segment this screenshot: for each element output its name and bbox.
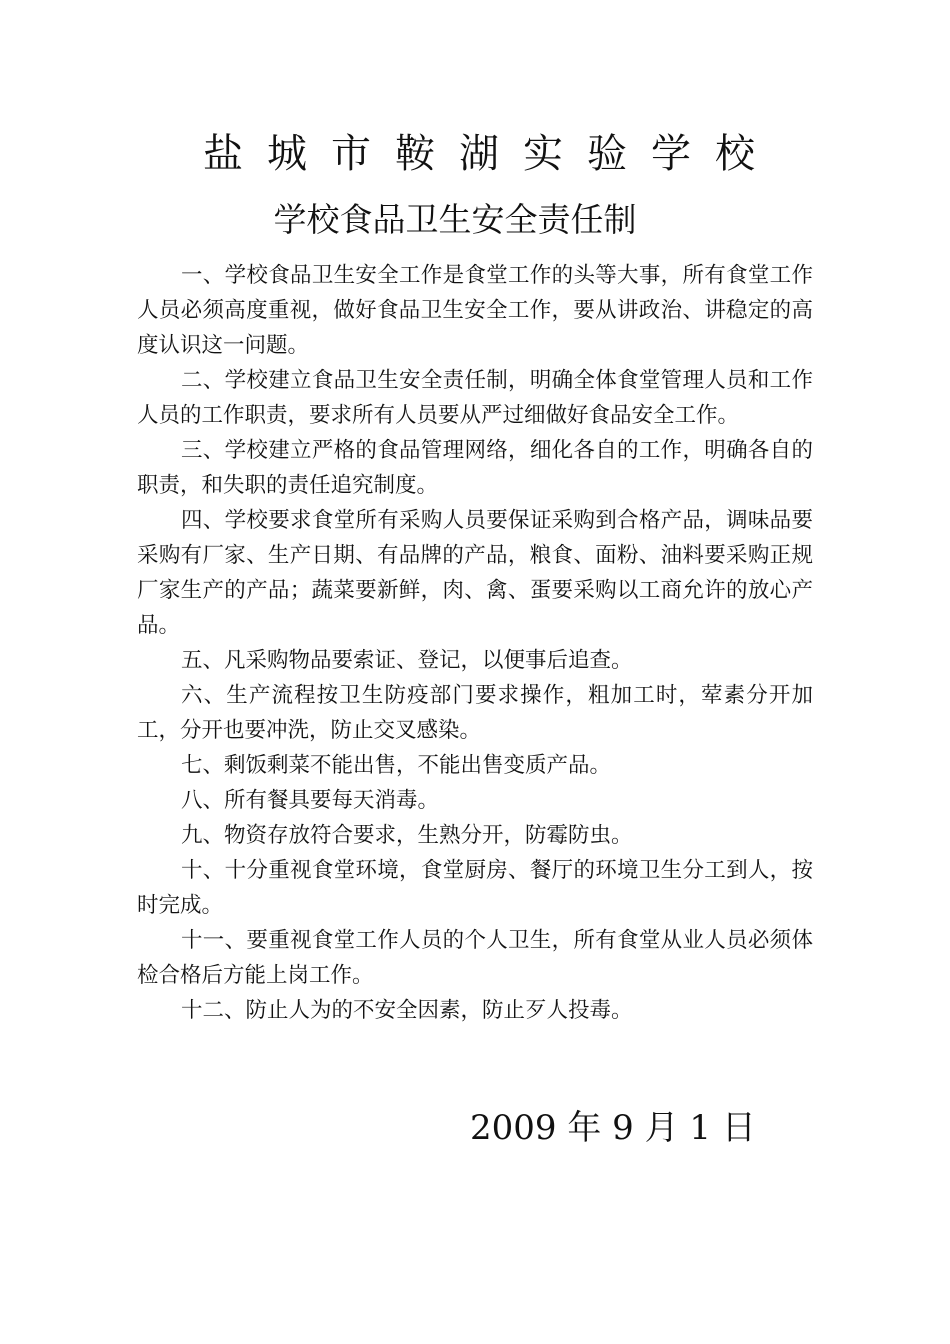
clause-10: 十、十分重视食堂环境，食堂厨房、餐厅的环境卫生分工到人，按时完成。 [137, 858, 813, 918]
clause-11: 十一、要重视食堂工作人员的个人卫生，所有食堂从业人员必须体检合格后方能上岗工作。 [137, 928, 813, 988]
clause-9: 九、物资存放符合要求，生熟分开，防霉防虫。 [181, 823, 633, 848]
clause-1: 一、学校食品卫生安全工作是食堂工作的头等大事，所有食堂工作人员必须高度重视，做好食品卫生安全工作，要从讲政治、讲稳定的高度认识这一问题。 [137, 263, 813, 358]
document-body [137, 258, 813, 1028]
document-date: 2009 年 9 月 1 日 [470, 1108, 756, 1148]
school-name: 盐城市鞍湖实验学校 [203, 131, 779, 177]
document-title: 学校食品卫生安全责任制 [273, 200, 637, 239]
clause-4: 四、学校要求食堂所有采购人员要保证采购到合格产品，调味品要采购有厂家、生产日期、有品牌的产品，粮食、面粉、油料要采购正规厂家生产的产品；蔬菜要新鲜，肉、禽、蛋要采购以工商允许的放心产品。 [137, 508, 813, 638]
clause-3: 三、学校建立严格的食品管理网络，细化各自的工作，明确各自的职责，和失职的责任追究制度。 [137, 438, 813, 498]
clause-7: 七、剩饭剩菜不能出售，不能出售变质产品。 [181, 753, 612, 778]
clause-5: 五、凡采购物品要索证、登记，以便事后追查。 [181, 648, 633, 673]
clause-8: 八、所有餐具要每天消毒。 [181, 788, 440, 813]
clause-2: 二、学校建立食品卫生安全责任制，明确全体食堂管理人员和工作人员的工作职责，要求所有人员要从严过细做好食品安全工作。 [137, 368, 813, 428]
clause-6: 六、生产流程按卫生防疫部门要求操作，粗加工时，荤素分开加工，分开也要冲洗，防止交叉感染。 [137, 683, 813, 743]
clause-12: 十二、防止人为的不安全因素，防止歹人投毒。 [181, 998, 633, 1023]
